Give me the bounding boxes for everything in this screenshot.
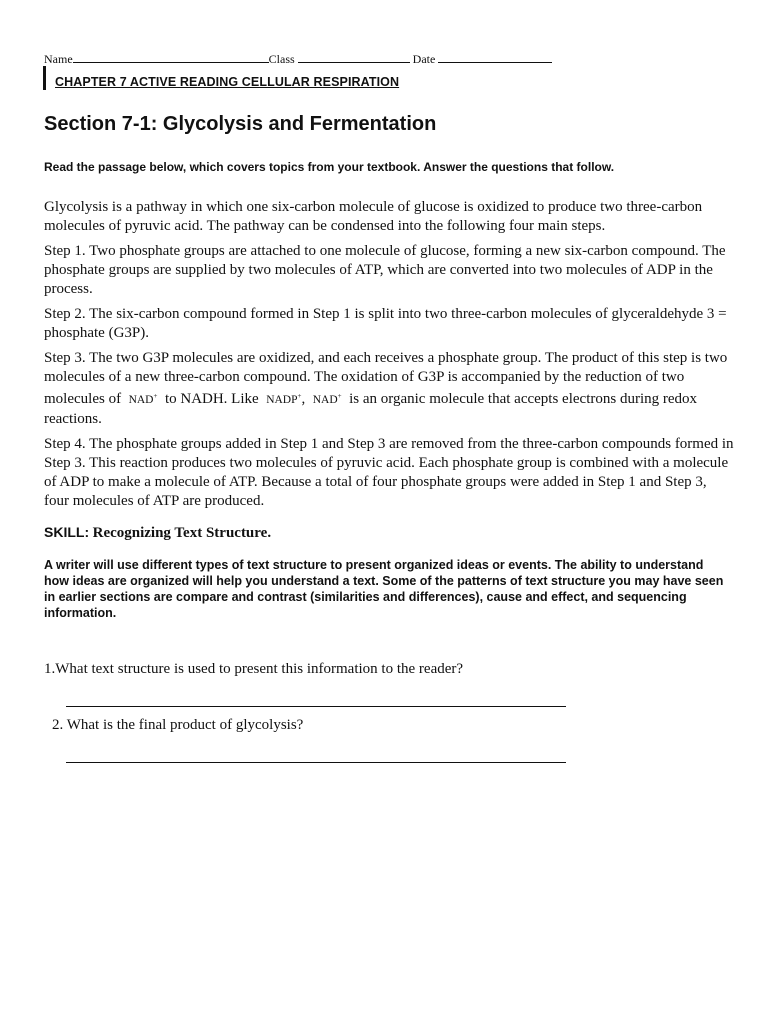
skill-heading xyxy=(44,524,271,542)
step-3-text-b: to NADH. Like xyxy=(164,390,259,407)
passage-step-1: Step 1. Two phosphate groups are attached to one molecule of glucose, forming a new six-carbon compound. The phosphate groups are supplied by two molecules of ATP, which are converted into two molecules of ADP in the process. xyxy=(44,243,726,297)
name-field[interactable] xyxy=(73,52,269,63)
section-title: Section 7-1: Glycolysis and Fermentation xyxy=(44,113,437,135)
date-field[interactable] xyxy=(438,52,552,63)
skill-title: Recognizing Text Structure. xyxy=(92,525,272,541)
nadp-plus-term: NADP+ xyxy=(266,392,302,406)
chapter-marker-bar xyxy=(43,66,46,90)
passage-step-3: Step 3. The two G3P molecules are oxidized, and each receives a phosphate group. The product of this step is two molecules of a new three-carbon compound. The oxidation of G3P is accompanied by the reduction of two molecules of NAD+ to NADH. Like NADP+, NAD+ is an organic molecule that accepts electrons during redox reactions. xyxy=(44,350,728,427)
name-label: Name xyxy=(44,52,73,66)
skill-description: A writer will use different types of text structure to present organized ideas or events. The ability to understand how ideas are organized will help you understand a text. Some of the patterns of text structure you may have seen in earlier sections are compare and contrast (similarities and differences), cause and effect, and sequencing information. xyxy=(44,558,724,620)
chapter-title: CHAPTER 7 ACTIVE READING CELLULAR RESPIRATION xyxy=(55,75,400,89)
passage-step-2: Step 2. The six-carbon compound formed in Step 1 is split into two three-carbon molecules of glyceraldehyde 3 = phosphate (G3P). xyxy=(44,306,727,341)
reading-instructions: Read the passage below, which covers topics from your textbook. Answer the questions that follow. xyxy=(44,160,615,174)
student-info-header xyxy=(44,52,552,67)
skill-label: SKILL: xyxy=(44,524,90,540)
question-1: 1.What text structure is used to present this information to the reader? xyxy=(44,661,464,677)
passage-step-4: Step 4. The phosphate groups added in Step 1 and Step 3 are removed from the three-carbon compounds formed in Step 3. This reaction produces two molecules of pyruvic acid. Each phosphate group is combined with a molecule of ADP to make a molecule of ATP. Because a total of four phosphate groups were added in Step 1 and Step 3, four molecules of ATP are produced. xyxy=(44,435,734,509)
nad-plus-term-2: NAD+ xyxy=(312,392,342,406)
nad-plus-term: NAD+ xyxy=(128,392,158,406)
date-label: Date xyxy=(412,52,436,66)
question-2: 2. What is the final product of glycolysis? xyxy=(52,717,304,733)
step-3-text-a: Step 3. The two G3P molecules are oxidized, and each receives a phosphate group. The product of this step is two molecules of a new three-carbon compound. The oxidation of G3P is accompanied by the reduction of two molecules of xyxy=(44,350,728,407)
class-label: Class xyxy=(268,52,295,66)
answer-line-1[interactable] xyxy=(66,706,566,707)
step-3-text-c: is an organic molecule that accepts electrons during redox reactions. xyxy=(44,390,698,427)
answer-line-2[interactable] xyxy=(66,762,566,763)
class-field[interactable] xyxy=(298,52,410,63)
passage-intro: Glycolysis is a pathway in which one six-carbon molecule of glucose is oxidized to produce two three-carbon molecules of pyruvic acid. The pathway can be condensed into the following four main steps. xyxy=(44,199,703,234)
reading-passage xyxy=(44,198,734,517)
